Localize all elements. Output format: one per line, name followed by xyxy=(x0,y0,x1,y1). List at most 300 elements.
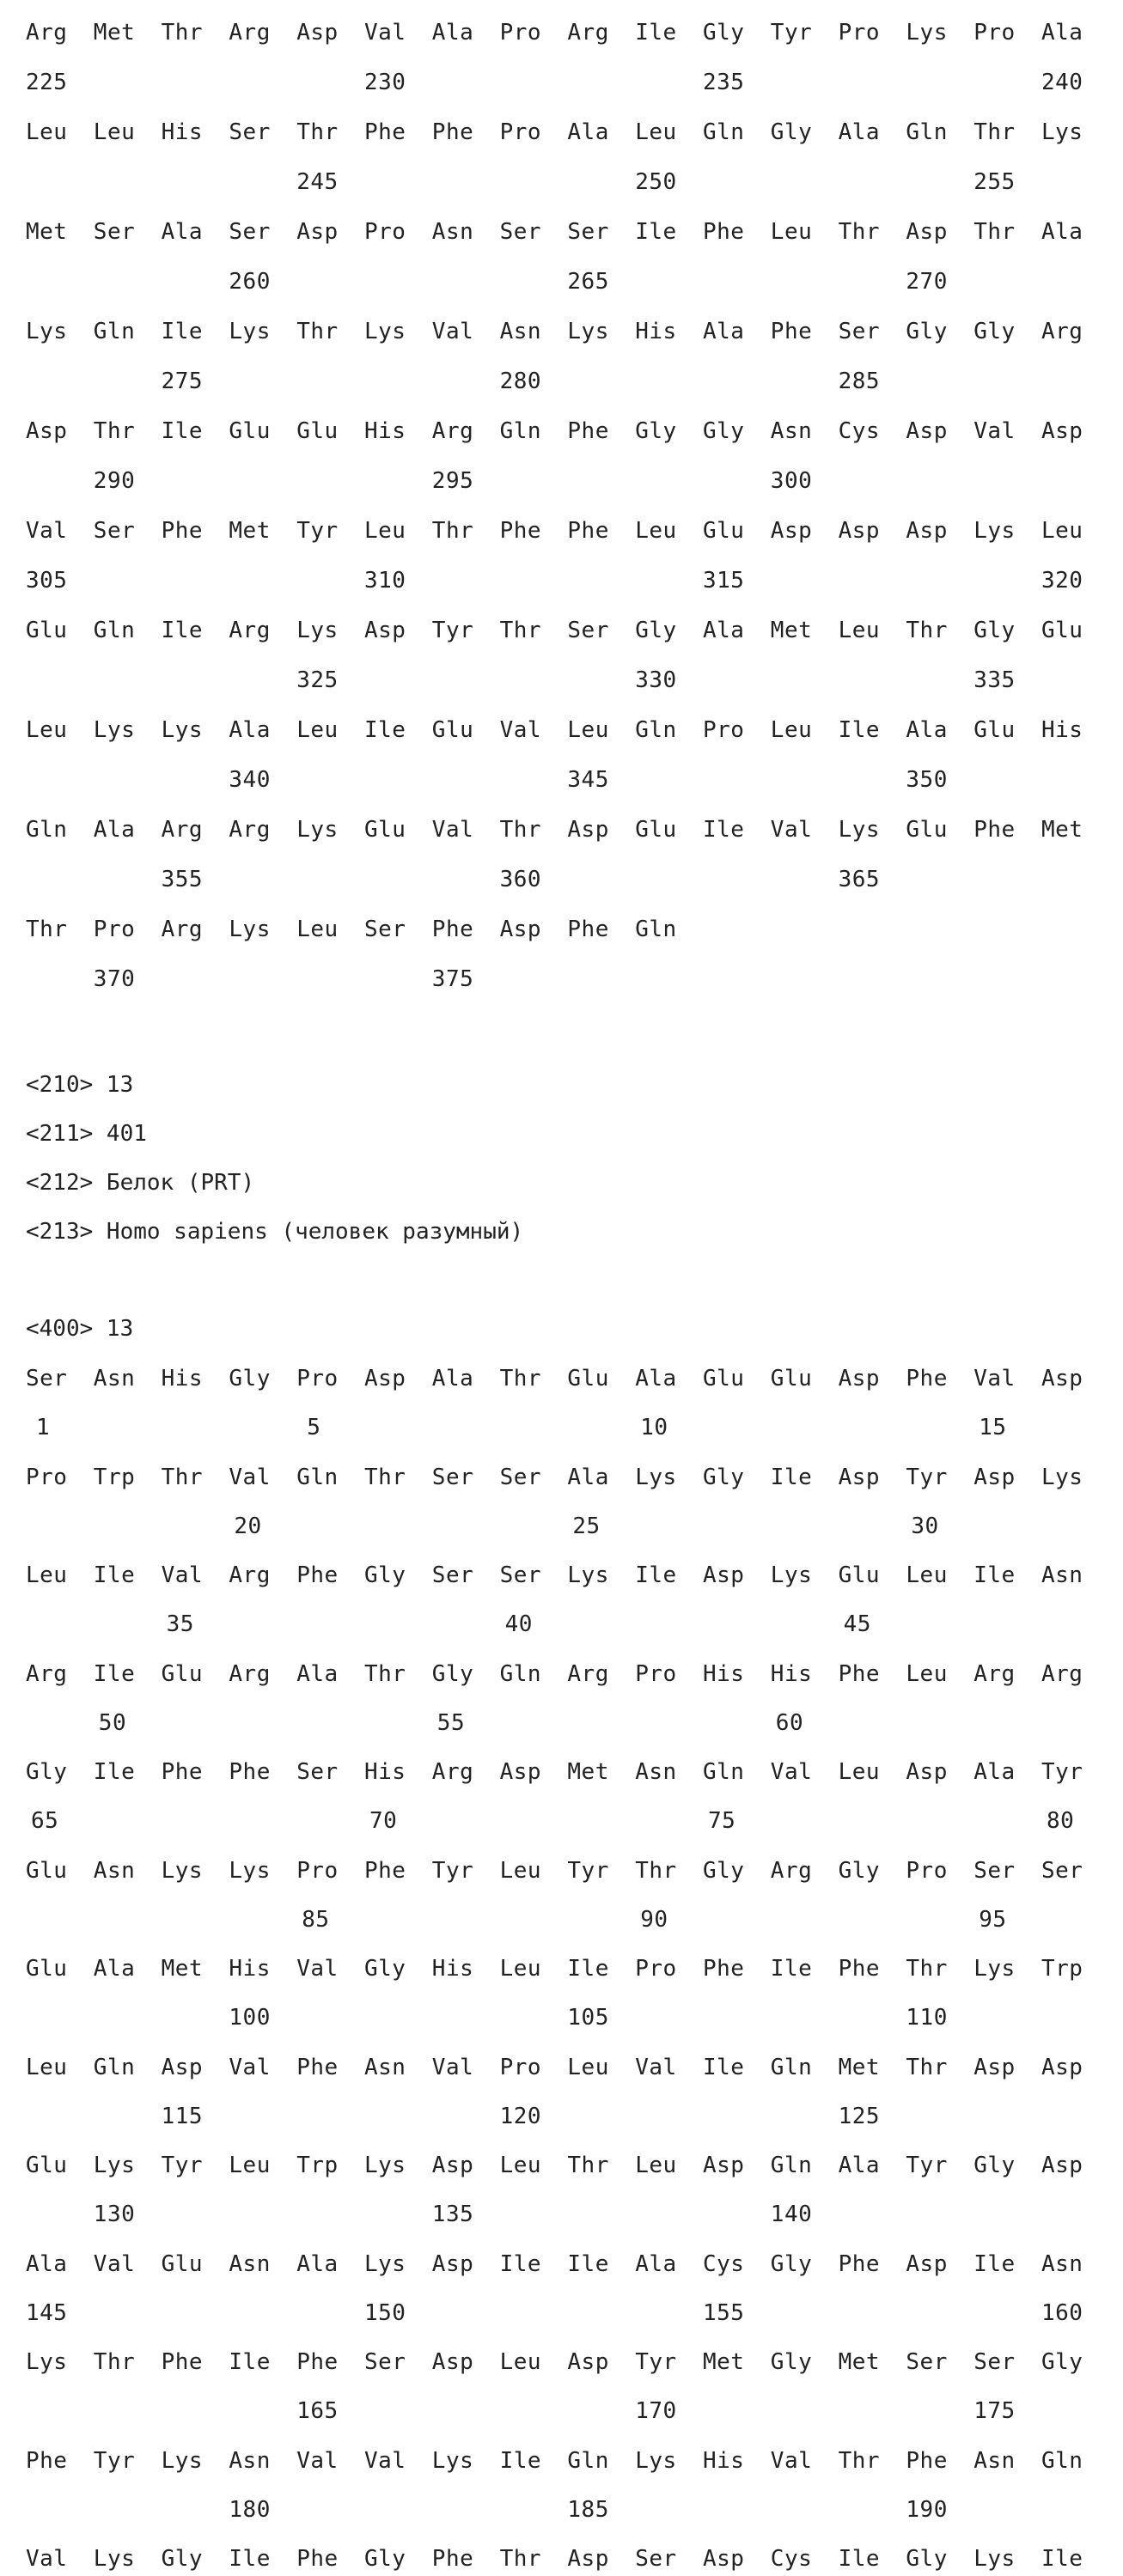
position-number: 105 xyxy=(567,2005,609,2031)
residue: Lys xyxy=(364,2250,406,2277)
position-number: 325 xyxy=(296,667,339,693)
residue: Gln xyxy=(770,2054,813,2080)
residue: Ile xyxy=(229,2349,271,2375)
residue-line xyxy=(0,713,1123,747)
position-number: 300 xyxy=(770,468,813,494)
residue: Lys xyxy=(93,2546,136,2572)
residue: Leu xyxy=(26,1562,68,1588)
residue: Arg xyxy=(973,1660,1016,1687)
residue: Leu xyxy=(499,1956,542,1982)
residue: Asn xyxy=(770,418,813,444)
residue: Lys xyxy=(431,2447,474,2474)
residue: Asp xyxy=(906,418,948,444)
residue: Glu xyxy=(838,1562,881,1588)
residue: Ser xyxy=(499,1562,542,1588)
residue: Phe xyxy=(703,219,745,245)
position-number: 85 xyxy=(302,1906,330,1933)
residue: Asp xyxy=(838,518,881,544)
residue: Trp xyxy=(1041,1956,1083,1982)
position-number-line xyxy=(0,2296,1123,2330)
residue: Thr xyxy=(973,219,1016,245)
residue: Tyr xyxy=(770,20,813,46)
residue: Leu xyxy=(26,119,68,145)
position-number-line xyxy=(0,1706,1123,1740)
residue-line xyxy=(0,1854,1123,1888)
residue: Val xyxy=(296,1956,339,1982)
position-number: 275 xyxy=(161,368,204,394)
residue: Gly xyxy=(703,418,745,444)
residue: Ala xyxy=(296,1660,339,1687)
residue: Leu xyxy=(635,2153,677,2178)
residue: Trp xyxy=(296,2153,339,2178)
residue: Pro xyxy=(296,1857,339,1884)
residue: Tyr xyxy=(906,2153,948,2178)
residue: Ser xyxy=(229,219,271,245)
residue: Lys xyxy=(635,2447,677,2474)
residue: His xyxy=(364,418,406,444)
residue: Glu xyxy=(229,418,271,444)
residue: Leu xyxy=(296,917,339,942)
residue: Leu xyxy=(364,518,406,544)
residue: Leu xyxy=(770,717,813,743)
position-number-line xyxy=(0,1903,1123,1937)
residue: Lys xyxy=(567,1562,609,1588)
residue: Glu xyxy=(26,1857,68,1884)
residue: Lys xyxy=(906,20,948,46)
residue: Val xyxy=(229,2054,271,2080)
position-number: 145 xyxy=(26,2299,68,2326)
residue: Ile xyxy=(364,717,406,743)
residue: Leu xyxy=(635,119,677,145)
position-number: 125 xyxy=(838,2103,881,2129)
residue: Gln xyxy=(906,119,948,145)
residue: Arg xyxy=(229,20,271,46)
residue: Asp xyxy=(906,1759,948,1785)
residue: His xyxy=(770,1660,813,1687)
residue: Thr xyxy=(499,2546,542,2572)
residue: Ala xyxy=(431,20,474,46)
residue: Gly xyxy=(161,2546,204,2572)
residue-line xyxy=(0,115,1123,149)
residue: Thr xyxy=(431,518,474,544)
position-number: 75 xyxy=(708,1808,736,1835)
residue: Leu xyxy=(296,717,339,743)
residue-line xyxy=(0,2050,1123,2085)
residue: Val xyxy=(229,1464,271,1490)
residue: Cys xyxy=(838,418,881,444)
residue: Phe xyxy=(161,518,204,544)
position-number: 20 xyxy=(234,1513,262,1539)
residue: Ala xyxy=(296,2250,339,2277)
residue: Ile xyxy=(161,418,204,444)
position-number: 290 xyxy=(93,468,136,494)
position-number: 100 xyxy=(229,2005,271,2031)
position-number: 80 xyxy=(1047,1808,1075,1835)
residue: Gly xyxy=(635,418,677,444)
position-number: 180 xyxy=(229,2496,271,2523)
residue: Val xyxy=(499,717,542,743)
residue: His xyxy=(703,1660,745,1687)
position-number: 340 xyxy=(229,767,271,793)
residue: Asp xyxy=(906,2250,948,2277)
residue-line xyxy=(0,1460,1123,1495)
residue: Val xyxy=(161,1562,204,1588)
residue: Phe xyxy=(364,119,406,145)
residue: Met xyxy=(93,20,136,46)
residue: Pro xyxy=(499,20,542,46)
position-number: 40 xyxy=(504,1611,533,1638)
residue: Gln xyxy=(1041,2447,1083,2474)
residue: Gln xyxy=(93,319,136,344)
residue: Val xyxy=(364,2447,406,2474)
residue: Thr xyxy=(93,2349,136,2375)
residue: Asp xyxy=(1041,2153,1083,2178)
residue: Asp xyxy=(431,2153,474,2178)
position-number: 50 xyxy=(98,1709,127,1736)
residue: Thr xyxy=(161,1464,204,1490)
residue: Asp xyxy=(364,618,406,643)
residue: Leu xyxy=(770,219,813,245)
residue: Pro xyxy=(635,1956,677,1982)
residue: Asp xyxy=(431,2250,474,2277)
residue: Gly xyxy=(26,1759,68,1785)
seq-type-line: <212> Белок (PRT) xyxy=(26,1170,255,1196)
residue: Pro xyxy=(838,20,881,46)
position-number: 150 xyxy=(364,2299,406,2326)
position-number: 1 xyxy=(36,1415,51,1441)
residue: Ser xyxy=(499,1464,542,1490)
residue: Lys xyxy=(635,1464,677,1490)
residue: Thr xyxy=(364,1660,406,1687)
residue: Phe xyxy=(567,518,609,544)
residue: Gln xyxy=(93,2054,136,2080)
residue: Phe xyxy=(161,2349,204,2375)
residue: Lys xyxy=(229,917,271,942)
residue: Ser xyxy=(431,1562,474,1588)
position-number-line xyxy=(0,165,1123,199)
position-number-line xyxy=(0,364,1123,399)
residue: Thr xyxy=(973,119,1016,145)
residue: His xyxy=(161,119,204,145)
residue: Lys xyxy=(229,1857,271,1884)
residue: Thr xyxy=(161,20,204,46)
residue: His xyxy=(161,1366,204,1392)
residue: Asp xyxy=(906,518,948,544)
residue: Tyr xyxy=(431,618,474,643)
position-number: 60 xyxy=(775,1709,804,1736)
residue: Phe xyxy=(296,2054,339,2080)
residue: Leu xyxy=(1041,518,1083,544)
residue: Ser xyxy=(635,2546,677,2572)
residue: Ser xyxy=(499,219,542,245)
residue: Ala xyxy=(838,119,881,145)
residue: Ile xyxy=(770,1464,813,1490)
residue: Gln xyxy=(499,1660,542,1687)
residue: Gln xyxy=(567,2447,609,2474)
residue-line xyxy=(0,15,1123,50)
residue: Phe xyxy=(973,817,1016,843)
position-number-line xyxy=(0,2394,1123,2428)
position-number: 235 xyxy=(703,70,745,95)
position-number: 190 xyxy=(906,2496,948,2523)
position-number: 320 xyxy=(1041,568,1083,594)
residue: Glu xyxy=(161,2250,204,2277)
residue: Val xyxy=(26,518,68,544)
residue: Asp xyxy=(703,2546,745,2572)
residue: Ser xyxy=(906,2349,948,2375)
residue: Phe xyxy=(838,2250,881,2277)
position-number: 225 xyxy=(26,70,68,95)
residue: Ile xyxy=(703,2054,745,2080)
residue: Ala xyxy=(567,1464,609,1490)
residue: Asp xyxy=(567,2349,609,2375)
position-number: 375 xyxy=(431,966,474,992)
position-number: 165 xyxy=(296,2398,339,2425)
residue: Ala xyxy=(838,2153,881,2178)
residue: Thr xyxy=(499,817,542,843)
residue: Ala xyxy=(635,1366,677,1392)
position-number-line xyxy=(0,65,1123,100)
residue: Asn xyxy=(93,1366,136,1392)
residue: Arg xyxy=(26,1660,68,1687)
residue-line xyxy=(0,1657,1123,1691)
residue: Gly xyxy=(973,618,1016,643)
residue: Tyr xyxy=(161,2153,204,2178)
position-number: 35 xyxy=(166,1611,194,1638)
residue: Asp xyxy=(838,1366,881,1392)
position-number: 5 xyxy=(307,1415,321,1441)
residue: Glu xyxy=(635,817,677,843)
position-number: 185 xyxy=(567,2496,609,2523)
seq-length-line: <211> 401 xyxy=(26,1121,147,1147)
residue: Ala xyxy=(161,219,204,245)
residue: Ala xyxy=(26,2250,68,2277)
position-number-line xyxy=(0,763,1123,797)
residue: Ile xyxy=(93,1660,136,1687)
residue: Phe xyxy=(906,1366,948,1392)
residue: Asp xyxy=(838,1464,881,1490)
residue: Ser xyxy=(567,219,609,245)
residue: Ala xyxy=(906,717,948,743)
position-number: 310 xyxy=(364,568,406,594)
residue-line xyxy=(0,1755,1123,1789)
residue: Gln xyxy=(703,1759,745,1785)
position-number: 270 xyxy=(906,269,948,295)
residue: Gln xyxy=(93,618,136,643)
residue: Arg xyxy=(229,1562,271,1588)
residue: Asn xyxy=(93,1857,136,1884)
residue: Gly xyxy=(1041,2349,1083,2375)
position-number-line xyxy=(0,2001,1123,2035)
position-number: 170 xyxy=(635,2398,677,2425)
residue: Arg xyxy=(229,817,271,843)
residue: Thr xyxy=(364,1464,406,1490)
position-number: 230 xyxy=(364,70,406,95)
residue: Asn xyxy=(229,2250,271,2277)
residue: Lys xyxy=(296,817,339,843)
residue: Phe xyxy=(567,418,609,444)
residue: Tyr xyxy=(635,2349,677,2375)
residue: Phe xyxy=(161,1759,204,1785)
residue: Glu xyxy=(26,618,68,643)
position-number-line xyxy=(0,1607,1123,1641)
residue: Tyr xyxy=(1041,1759,1083,1785)
residue: Ala xyxy=(93,817,136,843)
residue: Val xyxy=(93,2250,136,2277)
residue: Ile xyxy=(499,2250,542,2277)
position-number: 45 xyxy=(843,1611,871,1638)
residue: Asp xyxy=(1041,1366,1083,1392)
residue: Gly xyxy=(703,1464,745,1490)
residue: Tyr xyxy=(567,1857,609,1884)
position-number: 120 xyxy=(499,2103,542,2129)
residue: Val xyxy=(770,1759,813,1785)
residue: His xyxy=(229,1956,271,1982)
residue: Tyr xyxy=(296,518,339,544)
residue-line xyxy=(0,414,1123,448)
residue: Thr xyxy=(906,2054,948,2080)
residue: Pro xyxy=(499,2054,542,2080)
residue: Arg xyxy=(431,418,474,444)
seq-start-line: <400> 13 xyxy=(26,1316,134,1342)
residue: Leu xyxy=(567,2054,609,2080)
position-number-line xyxy=(0,663,1123,697)
residue: Val xyxy=(973,1366,1016,1392)
residue: Met xyxy=(770,618,813,643)
position-number: 285 xyxy=(838,368,881,394)
residue: Pro xyxy=(635,1660,677,1687)
residue: Asp xyxy=(973,2054,1016,2080)
seq-id-line: <210> 13 xyxy=(26,1072,134,1098)
position-number: 330 xyxy=(635,667,677,693)
residue: Met xyxy=(567,1759,609,1785)
residue: Cys xyxy=(770,2546,813,2572)
residue-line xyxy=(0,1558,1123,1592)
residue-line xyxy=(0,813,1123,847)
position-number: 110 xyxy=(906,2005,948,2031)
position-number-line xyxy=(0,1804,1123,1838)
residue: Thr xyxy=(635,1857,677,1884)
residue: Asp xyxy=(567,817,609,843)
residue: Arg xyxy=(1041,319,1083,344)
residue: Ser xyxy=(26,1366,68,1392)
residue: Phe xyxy=(431,917,474,942)
residue-line xyxy=(0,912,1123,947)
residue: Pro xyxy=(973,20,1016,46)
residue: Asp xyxy=(364,1366,406,1392)
residue: Phe xyxy=(770,319,813,344)
residue: Arg xyxy=(567,1660,609,1687)
residue: Glu xyxy=(431,717,474,743)
position-number: 350 xyxy=(906,767,948,793)
residue: Gly xyxy=(635,618,677,643)
residue: Lys xyxy=(161,1857,204,1884)
residue: Lys xyxy=(26,319,68,344)
residue: Arg xyxy=(26,20,68,46)
residue: Ala xyxy=(567,119,609,145)
residue: Glu xyxy=(1041,618,1083,643)
residue: Phe xyxy=(431,2546,474,2572)
residue: Ala xyxy=(635,2250,677,2277)
residue: Lys xyxy=(93,717,136,743)
residue: Arg xyxy=(161,917,204,942)
residue: Phe xyxy=(296,2349,339,2375)
residue: Ser xyxy=(364,2349,406,2375)
residue: Ser xyxy=(364,917,406,942)
position-number-line xyxy=(0,563,1123,598)
residue: Lys xyxy=(567,319,609,344)
residue: Glu xyxy=(703,1366,745,1392)
position-number: 65 xyxy=(31,1808,59,1835)
position-number: 280 xyxy=(499,368,542,394)
residue: Thr xyxy=(567,2153,609,2178)
residue: Leu xyxy=(499,1857,542,1884)
residue: Glu xyxy=(364,817,406,843)
residue: Asp xyxy=(1041,418,1083,444)
residue-line xyxy=(0,613,1123,648)
residue: Arg xyxy=(770,1857,813,1884)
residue: Glu xyxy=(973,717,1016,743)
position-number: 365 xyxy=(838,867,881,892)
position-number: 355 xyxy=(161,867,204,892)
residue: Lys xyxy=(93,2153,136,2178)
residue: Met xyxy=(229,518,271,544)
residue: Val xyxy=(770,2447,813,2474)
residue: Asp xyxy=(906,219,948,245)
residue: Ser xyxy=(838,319,881,344)
residue: His xyxy=(364,1759,406,1785)
residue: Val xyxy=(635,2054,677,2080)
residue: Val xyxy=(431,319,474,344)
position-number: 10 xyxy=(640,1415,668,1441)
residue: Met xyxy=(1041,817,1083,843)
residue: Ile xyxy=(635,1562,677,1588)
position-number-line xyxy=(0,962,1123,996)
residue: Asn xyxy=(364,2054,406,2080)
residue: Ile xyxy=(93,1562,136,1588)
residue-line xyxy=(0,1952,1123,1986)
residue: Gly xyxy=(364,1956,406,1982)
residue: Gly xyxy=(770,2250,813,2277)
residue: Ala xyxy=(1041,20,1083,46)
residue: Thr xyxy=(296,319,339,344)
residue: Met xyxy=(26,219,68,245)
residue: Ala xyxy=(703,319,745,344)
residue: His xyxy=(1041,717,1083,743)
residue: Phe xyxy=(703,1956,745,1982)
residue: Ser xyxy=(229,119,271,145)
position-number: 155 xyxy=(703,2299,745,2326)
residue: Ile xyxy=(838,717,881,743)
residue: Val xyxy=(364,20,406,46)
position-number: 240 xyxy=(1041,70,1083,95)
residue: Asp xyxy=(973,1464,1016,1490)
residue-line xyxy=(0,1361,1123,1396)
residue: Pro xyxy=(364,219,406,245)
residue-line xyxy=(0,2542,1123,2576)
residue: Thr xyxy=(499,1366,542,1392)
residue: Ala xyxy=(431,1366,474,1392)
residue: Val xyxy=(973,418,1016,444)
residue: Met xyxy=(838,2054,881,2080)
residue: Thr xyxy=(26,917,68,942)
residue: Val xyxy=(431,817,474,843)
residue: Gln xyxy=(635,717,677,743)
residue: Trp xyxy=(93,1464,136,1490)
position-number: 70 xyxy=(369,1808,398,1835)
residue: Ala xyxy=(229,717,271,743)
residue: Lys xyxy=(770,1562,813,1588)
